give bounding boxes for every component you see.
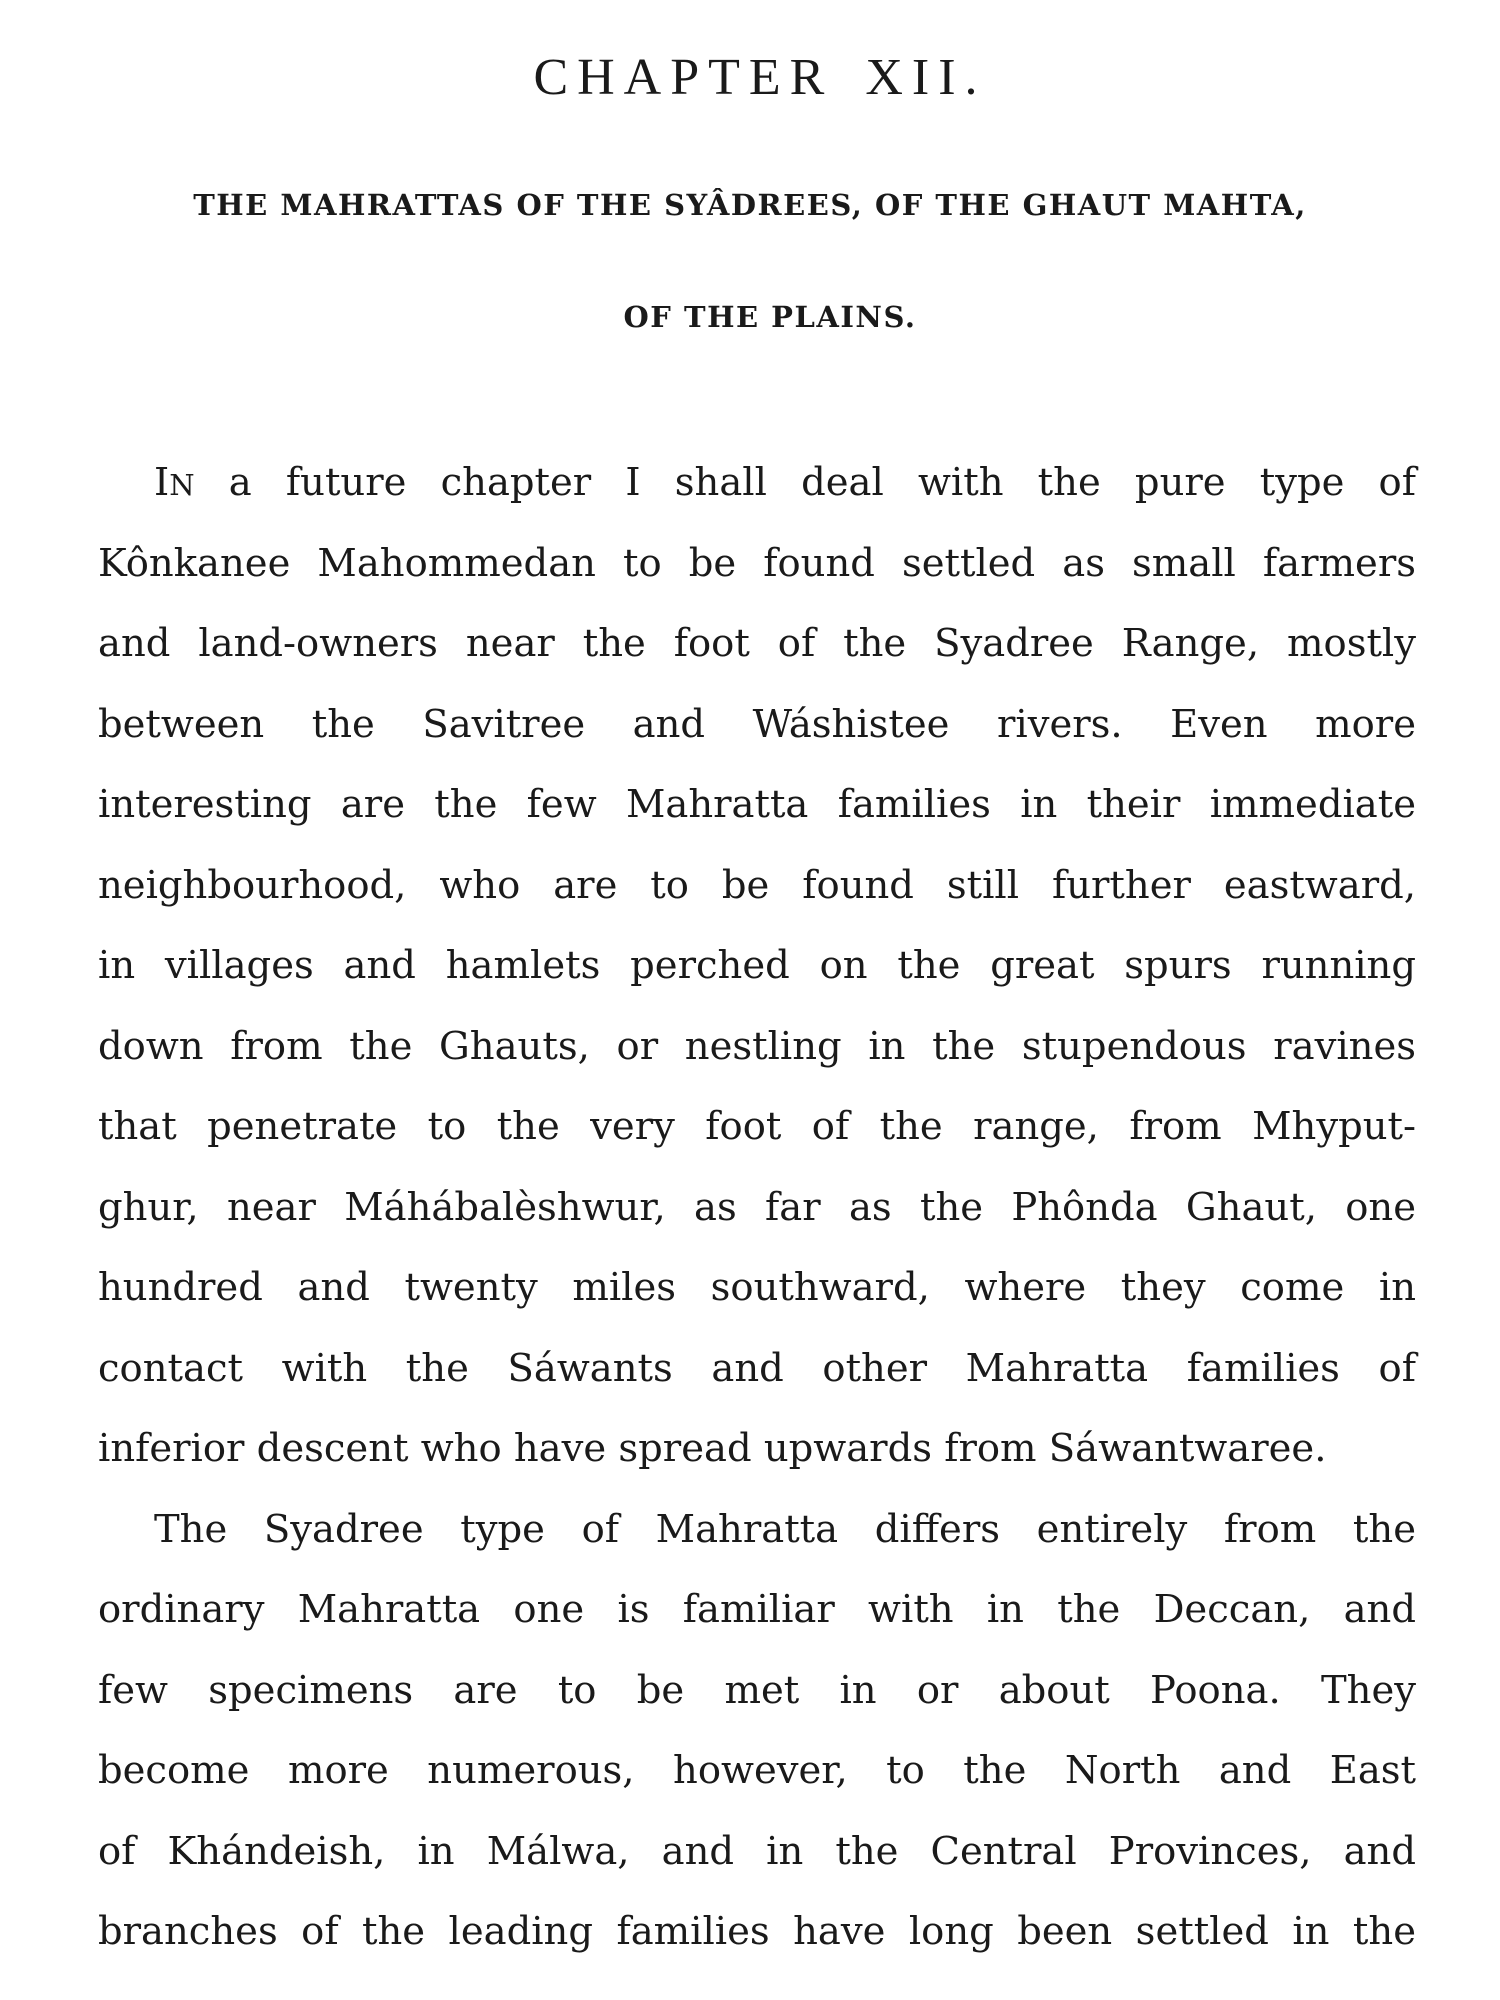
body-line: contact with the Sáwants and other Mahratta families of xyxy=(98,1345,1416,1391)
body-line: become more numerous, however, to the North and East xyxy=(98,1748,1416,1793)
body-line: interesting are the few Mahratta families in their immediate xyxy=(98,782,1416,827)
chapter-subtitle-line-2: OF THE PLAINS. xyxy=(623,300,917,334)
body-line: The Syadree type of Mahratta differs entirely from the xyxy=(154,1506,1416,1552)
body-line: down from the Ghauts, or nestling in the stupendous ravines xyxy=(98,1023,1416,1069)
body-line: between the Savitree and Wáshistee rivers. Even more xyxy=(98,701,1416,747)
initial-letter: I xyxy=(154,460,170,505)
body-line: in villages and hamlets perched on the great spurs running xyxy=(98,943,1416,988)
body-line: Kônkanee Mahommedan to be found settled as small farmers xyxy=(98,540,1416,586)
chapter-title: CHAPTER XII. xyxy=(533,49,987,106)
chapter-subtitle-line-1: THE MAHRATTAS OF THE SYÂDREES, OF THE GHAUT MAHTA, xyxy=(193,188,1307,222)
initial-smallcap: N xyxy=(169,468,195,502)
body-line: ordinary Mahratta one is familiar with in the Deccan, and xyxy=(98,1587,1416,1632)
body-text xyxy=(98,443,1416,1973)
body-line: branches of the leading families have long been settled in the xyxy=(98,1909,1416,1954)
body-line: ghur, near Máhábalèshwur, as far as the Phônda Ghaut, one xyxy=(98,1184,1416,1230)
body-line: of Khándeish, in Málwa, and in the Central Provinces, and xyxy=(98,1828,1416,1874)
body-line xyxy=(98,443,1416,524)
body-line-text: a future chapter I shall deal with the pure type of xyxy=(194,460,1416,505)
body-line: neighbourhood, who are to be found still further eastward, xyxy=(98,862,1416,908)
body-line: and land-owners near the foot of the Syadree Range, mostly xyxy=(98,621,1416,666)
body-line: that penetrate to the very foot of the range, from Mhyput- xyxy=(98,1104,1416,1149)
body-line: inferior descent who have spread upwards from Sáwantwaree. xyxy=(98,1426,1327,1471)
body-line: hundred and twenty miles southward, where they come in xyxy=(98,1265,1416,1310)
body-line: few specimens are to be met in or about Poona. They xyxy=(98,1667,1416,1713)
